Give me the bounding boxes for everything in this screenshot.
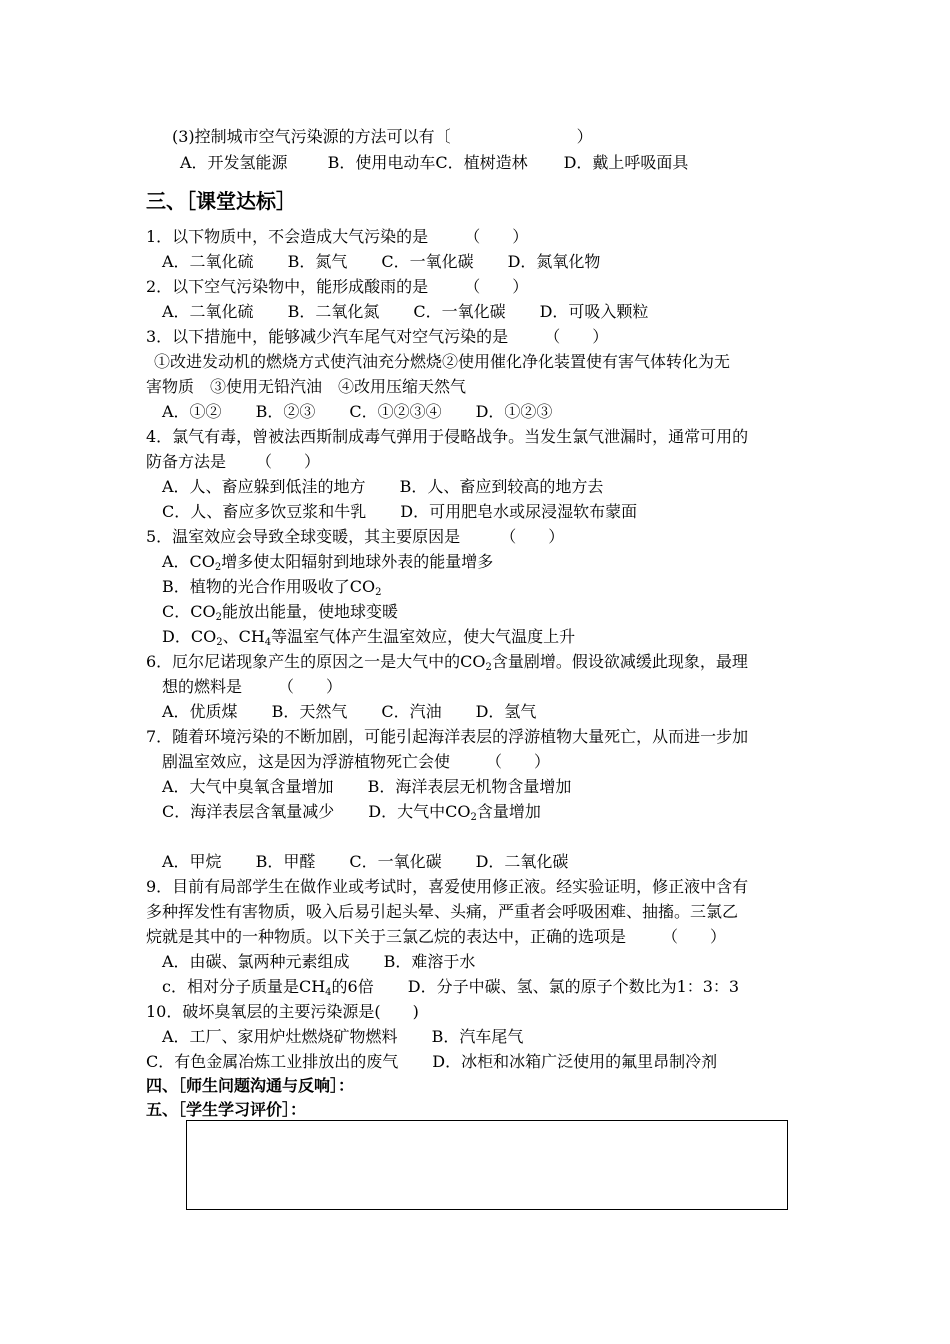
q5-bracket: （ ） — [500, 527, 565, 546]
q9-line-3 — [146, 926, 726, 948]
q7-options-cd — [162, 801, 541, 823]
q6-bracket: （ ） — [278, 677, 343, 696]
option-a: A．开发氢能源 — [180, 153, 288, 172]
subscript: 4 — [264, 637, 272, 648]
q2-options — [162, 301, 648, 323]
option-a: A．①② — [162, 402, 222, 421]
q3-line-3: 害物质 ③使用无铅汽油 ④改用压缩天然气 — [146, 377, 467, 396]
q1-bracket: （ ） — [464, 227, 529, 246]
q3-options — [162, 401, 552, 423]
q9-stem: 烷就是其中的一种物质。以下关于三氯乙烷的表达中，正确的选项是 — [146, 927, 627, 946]
question-10: 10．破坏臭氧层的主要污染源是( ) — [146, 1002, 419, 1021]
option-a: A．二氧化硫 — [162, 252, 254, 271]
q7-line-2 — [162, 751, 550, 773]
q3-bracket: （ ） — [544, 327, 609, 346]
option-c: C．一氧化碳 — [381, 252, 474, 271]
section-4-heading: 四、［师生问题沟通与反响］： — [146, 1076, 355, 1095]
q4-line-1: 4．氯气有毒，曾被法西斯制成毒气弹用于侵略战争。当发生氯气泄漏时，通常可用的 — [146, 427, 749, 446]
q9-line-1: 9．目前有局部学生在做作业或考试时，喜爱使用修正液。经实验证明，修正液中含有 — [146, 877, 749, 896]
option-b: B．难溶于水 — [383, 952, 476, 971]
option-d: D．分子中碳、氢、氯的原子个数比为1：3：3 — [407, 977, 740, 996]
q7-bracket: （ ） — [486, 752, 551, 771]
q9-line-2: 多种挥发性有害物质，吸入后易引起头晕、头痛，严重者会呼吸困难、抽搐。三氯乙 — [146, 902, 739, 921]
option-c: C．一氧化碳 — [413, 302, 506, 321]
option-d: D．大气中CO — [368, 802, 471, 821]
option-b: B．人、畜应到较高的地方去 — [399, 477, 604, 496]
subscript: 2 — [485, 662, 492, 673]
option-b: B．氮气 — [287, 252, 348, 271]
option-a: A．甲烷 — [162, 852, 222, 871]
option-d: D．①②③ — [475, 402, 553, 421]
option-d: D．氮氧化物 — [507, 252, 601, 271]
q6-stem: 想的燃料是 — [162, 677, 243, 696]
q5-d-text-end: 等温室气体产生温室效应，使大气温度上升 — [271, 627, 576, 646]
option-c-end: 的6倍 — [331, 977, 374, 996]
option-d: D．二氧化碳 — [475, 852, 569, 871]
option-b: B．天然气 — [271, 702, 348, 721]
subscript: 2 — [215, 612, 222, 623]
q5-option-b — [162, 576, 382, 598]
q5-c-text-end: 能放出能量，使地球变暖 — [221, 602, 398, 621]
subscript: 4 — [325, 987, 332, 998]
option-c: C．汽油 — [381, 702, 442, 721]
option-c: C．一氧化碳 — [349, 852, 442, 871]
q4-bracket: （ ） — [256, 452, 321, 471]
subscript: 2 — [375, 587, 382, 598]
option-c: c．相对分子质量是CH — [162, 977, 326, 996]
option-d: D．可吸入颗粒 — [539, 302, 649, 321]
q4-options-cd — [162, 501, 637, 523]
q9-bracket: （ ） — [662, 927, 727, 946]
q5-a-text: A．CO — [162, 552, 215, 571]
option-a: A．人、畜应躲到低洼的地方 — [162, 477, 366, 496]
q2-stem: 2．以下空气污染物中，能形成酸雨的是 — [146, 277, 429, 296]
q6-options — [162, 701, 536, 723]
q3-prev-bracket: ） — [576, 127, 593, 146]
subscript: 2 — [216, 637, 223, 648]
question-1 — [146, 226, 528, 248]
option-c: C．有色金属冶炼工业排放出的废气 — [146, 1052, 399, 1071]
q4-line-2 — [146, 451, 320, 473]
q5-b-text: B．植物的光合作用吸收了CO — [162, 577, 376, 596]
q4-stem: 防备方法是 — [146, 452, 227, 471]
q1-stem: 1．以下物质中，不会造成大气污染的是 — [146, 227, 429, 246]
q6-line-2 — [162, 676, 342, 698]
question-3 — [146, 326, 608, 348]
q9-options-cd — [162, 976, 739, 998]
option-c: C．①②③④ — [349, 402, 442, 421]
section-5-heading: 五、［学生学习评价］： — [146, 1100, 307, 1119]
option-b: B．汽车尾气 — [431, 1027, 524, 1046]
option-d-end: 含量增加 — [476, 802, 541, 821]
q5-option-a — [162, 551, 493, 573]
q3-prev-options — [180, 152, 688, 174]
q3-prev-text: (3)控制城市空气污染源的方法可以有〔 — [172, 127, 451, 146]
option-c: C．人、畜应多饮豆浆和牛乳 — [162, 502, 367, 521]
option-b: B．二氧化氮 — [287, 302, 380, 321]
q5-d-text: D．CO — [162, 627, 217, 646]
option-a: A．大气中臭氧含量增加 — [162, 777, 334, 796]
q9-options-ab — [162, 951, 475, 973]
question-2 — [146, 276, 528, 298]
option-c: C．海洋表层含氧量减少 — [162, 802, 335, 821]
option-b: B．使用电动车 — [327, 153, 436, 172]
q5-stem: 5．温室效应会导致全球变暖，其主要原因是 — [146, 527, 461, 546]
q6-text: 6．厄尔尼诺现象产生的原因之一是大气中的CO — [146, 652, 486, 671]
q5-option-d — [162, 626, 575, 648]
q5-c-text: C．CO — [162, 602, 216, 621]
q2-bracket: （ ） — [464, 277, 529, 296]
option-b: B．②③ — [255, 402, 316, 421]
q8-options — [162, 851, 568, 873]
q5-d-text-mid: 、CH — [222, 627, 265, 646]
option-a: A．由碳、氯两种元素组成 — [162, 952, 350, 971]
subscript: 2 — [214, 562, 222, 573]
q7-options-ab — [162, 776, 571, 798]
q4-options-ab — [162, 476, 603, 498]
option-b: B．海洋表层无机物含量增加 — [367, 777, 572, 796]
q1-options — [162, 251, 600, 273]
q7-stem: 剧温室效应，这是因为浮游植物死亡会使 — [162, 752, 451, 771]
option-a: A．优质煤 — [162, 702, 238, 721]
q3-stem: 3．以下措施中，能够减少汽车尾气对空气污染的是 — [146, 327, 509, 346]
q7-line-1: 7．随着环境污染的不断加剧，可能引起海洋表层的浮游植物大量死亡，从而进一步加 — [146, 727, 749, 746]
option-a: A．工厂、家用炉灶燃烧矿物燃料 — [162, 1027, 398, 1046]
evaluation-box[interactable] — [186, 1120, 788, 1210]
option-d: D．氢气 — [475, 702, 537, 721]
q5-option-c — [162, 601, 398, 623]
q5-a-text-end: 增多使太阳辐射到地球外表的能量增多 — [221, 552, 494, 571]
q3-line-2: ①改进发动机的燃烧方式使汽油充分燃烧②使用催化净化装置使有害气体转化为无 — [154, 352, 731, 371]
subscript: 2 — [470, 812, 477, 823]
section-3-heading: 三、［课堂达标］ — [146, 189, 296, 213]
q3-prev-stem — [172, 126, 593, 148]
option-d: D．戴上呼吸面具 — [563, 153, 689, 172]
question-5 — [146, 526, 564, 548]
option-d: D．冰柜和冰箱广泛使用的氟里昂制冷剂 — [432, 1052, 718, 1071]
q10-options-cd — [146, 1051, 717, 1073]
q6-text-end: 含量剧增。假设欲减缓此现象，最理 — [491, 652, 748, 671]
option-d: D．可用肥皂水或尿浸湿软布蒙面 — [400, 502, 638, 521]
option-c: C．植树造林 — [435, 153, 528, 172]
q6-line-1 — [146, 651, 748, 673]
option-a: A．二氧化硫 — [162, 302, 254, 321]
option-b: B．甲醛 — [255, 852, 316, 871]
q10-options-ab — [162, 1026, 523, 1048]
